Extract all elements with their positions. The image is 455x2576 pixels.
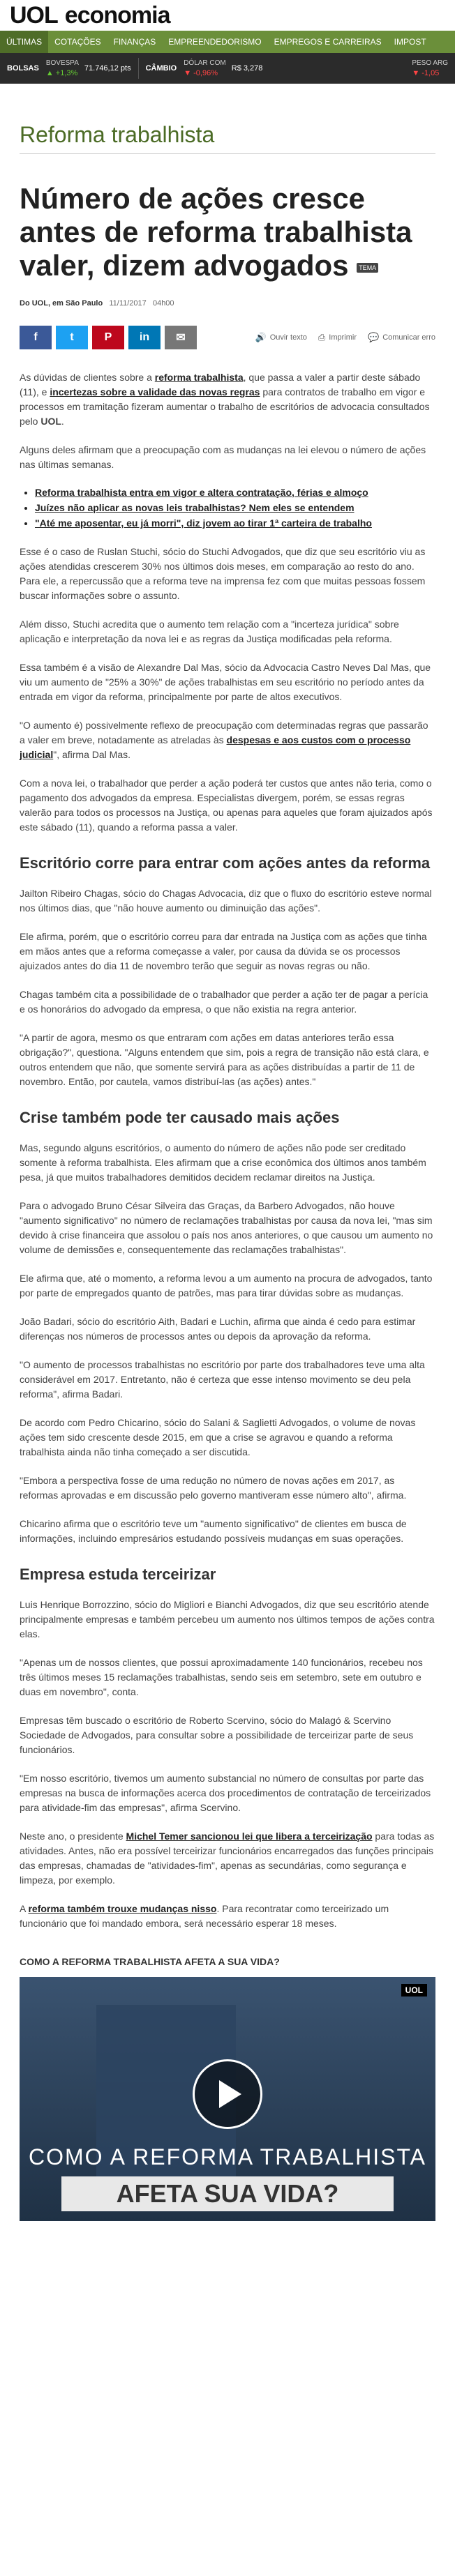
paragraph: A reforma também trouxe mudanças nisso. Para recontratar como terceirizado um funcionário que foi mandado embora, será necessário esperar 18 meses.: [20, 1903, 389, 1929]
paragraph: Chagas também cita a possibilidade de o trabalhador que perder a ação ter de pagar a perícia e os honorários do advogado da empresa, o que não existia na regra anterior.: [20, 989, 428, 1015]
paragraph: Com a nova lei, o trabalhador que perder a ação poderá ter custos que antes não teria, como o pagamento dos advogados da empresa. Especialistas divergem, porém, se essas regras valerão para todos os processos na Justiça, ou apenas para aqueles que foram ajuizados após este sábado (11), quando a reforma passa a valer.: [20, 778, 433, 833]
dolar-change: ▼ -0,96%: [184, 69, 218, 77]
paragraph: Para o advogado Bruno César Silveira das Graças, da Barbero Advogados, não houve "aumento significativo" no número de reclamações trabalhistas por causa da nova lei, "mas sim devido à crise financeira que assolou o país nos anos anteriores, o que causou um aumento no volume de demissões e, consequentemente das reclamações trabalhistas".: [20, 1200, 433, 1255]
subheading: Empresa estuda terceirizar: [20, 1566, 216, 1583]
ticker-label-bolsas: BOLSAS: [7, 64, 39, 73]
paragraph: Alguns deles afirmam que a preocupação com as mudanças na lei elevou o número de ações nas últimas semanas.: [20, 444, 426, 470]
paragraph: "O aumento é) possivelmente reflexo de preocupação com determinadas regras que passarão a valer em breve, notadamente as atreladas às despesas e aos custos com o processo judicial", afirma Dal Mas.: [20, 720, 428, 760]
main-nav: [0, 31, 455, 53]
economia-logo[interactable]: economia: [64, 1, 170, 29]
paragraph: Além disso, Stuchi acredita que o aumento tem relação com a "incerteza jurídica" sobre aplicação e interpretação da nova lei e as regras da Justiça modificadas pela reforma.: [20, 619, 399, 644]
linkedin-share-button[interactable]: in: [128, 326, 161, 349]
byline-time: 04h00: [152, 299, 174, 308]
paragraph: Chicarino afirma que o escritório teve um "aumento significativo" de clientes em busca de informações, incluindo empresários estudando possíveis mudanças em suas operações.: [20, 1518, 407, 1544]
nav-item-empreendedorismo[interactable]: EMPREENDEDORISMO: [168, 37, 262, 47]
paragraph: "O aumento de processos trabalhistas no escritório por parte dos trabalhadores teve uma alta considerável em 2017. Entretanto, não é certeza que esse intenso movimento se deu pela reforma", afirma Badari.: [20, 1359, 425, 1400]
listen-button[interactable]: 🔊 Ouvir texto: [255, 332, 307, 342]
paragraph: "Embora a perspectiva fosse de uma redução no número de novas ações em 2017, as reformas aprovadas e em discussão pelo governo mantiveram esse número alto", afirma.: [20, 1475, 407, 1501]
dolar-name: DÓLAR COM: [184, 59, 226, 67]
paragraph: Essa também é a visão de Alexandre Dal Mas, sócio da Advocacia Castro Neves Dal Mas, que viu um aumento de "25% a 30%" de ações trabalhistas em seu escritório no período antes da entrada em vigor da reforma, principalmente por parte de altos executivos.: [20, 662, 431, 702]
bovespa-value: 71.746,12 pts: [84, 64, 131, 73]
article-title: Número de ações cresce antes de reforma trabalhista valer, dizem advogados TEMA: [20, 182, 412, 282]
link-despesas-custos[interactable]: despesas e aos custos com o processo judicial: [20, 734, 411, 760]
paragraph: De acordo com Pedro Chicarino, sócio do Salani & Saglietti Advogados, o volume de novas ações tem sido crescente desde 2015, em que a crise se agravou e quando a reforma trabalhista ainda não tinha começado a ser discutida.: [20, 1417, 416, 1457]
article: [0, 182, 455, 2221]
link-incertezas[interactable]: incertezas sobre a validade das novas regras: [50, 386, 260, 397]
pinterest-share-button[interactable]: P: [92, 326, 124, 349]
twitter-share-button[interactable]: t: [56, 326, 88, 349]
byline-source: Do UOL, em São Paulo: [20, 299, 103, 308]
subheading: Escritório corre para entrar com ações antes da reforma: [20, 854, 431, 872]
report-error-button[interactable]: 💬 Comunicar erro: [368, 332, 435, 342]
market-ticker: [0, 53, 455, 84]
paragraph: "A partir de agora, mesmo os que entraram com ações em datas anteriores terão essa obrigação?", questiona. "Alguns entendem que sim, pois a regra de transição não está clara, e outros entendem que não, que somente servirá para as ações distribuídas a partir de 11 de novembro. Então, por cautela, vamos distribuí-las (as ações) antes.": [20, 1032, 429, 1087]
share-bar: [20, 326, 435, 349]
uol-logo[interactable]: UOL: [10, 1, 58, 29]
video-player[interactable]: [20, 1977, 435, 2221]
paragraph: "Apenas um de nossos clientes, que possui aproximadamente 140 funcionários, recebeu nos três últimos meses 15 reclamações trabalhistas, sendo seis em setembro, sete em outubro e duas em novembro", conta.: [20, 1657, 423, 1697]
ticker-label-cambio: CÂMBIO: [145, 64, 177, 73]
video-heading: COMO A REFORMA TRABALHISTA AFETA A SUA VIDA?: [20, 1956, 280, 1967]
nav-item-empregos[interactable]: EMPREGOS E CARREIRAS: [274, 37, 382, 47]
paragraph: Neste ano, o presidente Michel Temer sancionou lei que libera a terceirização para todas as atividades. Antes, não era possível terceirizar funcionários encarregados das funções principais das empresas, chamadas de "atividades-fim", apenas as secundárias, como segurança e limpeza, por exemplo.: [20, 1831, 435, 1886]
peso-change: ▼ -1,05: [412, 69, 440, 77]
nav-item-financas[interactable]: FINANÇAS: [113, 37, 156, 47]
section-header: [20, 122, 435, 154]
paragraph: Esse é o caso de Ruslan Stuchi, sócio do Stuchi Advogados, que diz que seu escritório viu as ações atendidas crescerem 30% nos últimos dois meses, em comparação ao resto do ano. Para ele, a repercussão que a reforma teve na imprensa fez com que muitas pessoas fossem buscar informações sobre o assunto.: [20, 546, 426, 601]
ticker-peso[interactable]: [405, 53, 455, 84]
top-header: [0, 0, 455, 31]
link-terceirizacao[interactable]: Michel Temer sancionou lei que libera a terceirização: [126, 1831, 373, 1842]
play-icon[interactable]: [193, 2059, 262, 2129]
ticker-cambio[interactable]: [139, 53, 270, 84]
print-button[interactable]: ⎙ Imprimir: [318, 332, 357, 342]
nav-item-ultimas[interactable]: ÚLTIMAS: [0, 31, 48, 53]
byline-date: 11/11/2017: [109, 299, 147, 308]
paragraph: Ele afirma que, até o momento, a reforma levou a um aumento na procura de advogados, tanto por parte de empregados quanto de patrões, mas para tirar dúvidas sobre as mudanças.: [20, 1273, 433, 1298]
paragraph: Ele afirma, porém, que o escritório correu para dar entrada na Justiça com as ações que tinha em mãos antes que a reforma começasse a valer, por causa da dúvida se os processos ajuizados antes do dia 11 de novembro terão que seguir as novas regras ou não.: [20, 931, 427, 971]
speaker-icon: 🔊: [255, 332, 267, 342]
bovespa-name: BOVESPA: [45, 59, 79, 67]
nav-item-cotacoes[interactable]: COTAÇÕES: [54, 37, 101, 47]
paragraph: Luis Henrique Borrozzino, sócio do Migliori e Bianchi Advogados, diz que seu escritório atende principalmente empresas e também percebeu um aumento nos últimos tempos de ações contra elas.: [20, 1599, 435, 1639]
subheading: Crise também pode ter causado mais ações: [20, 1109, 340, 1126]
paragraph: João Badari, sócio do escritório Aith, Badari e Luchin, afirma que ainda é cedo para estimar diferenças nos números de processos antes ou depois da aprovação da reforma.: [20, 1316, 416, 1342]
paragraph: "Em nosso escritório, tivemos um aumento substancial no número de consultas por parte das empresas na busca de informações acerca dos procedimentos de contratação de terceirizados para atividade-fim das empresas", afirma Scervino.: [20, 1773, 431, 1813]
link-mudancas[interactable]: reforma também trouxe mudanças nisso: [28, 1903, 217, 1914]
byline: [20, 299, 435, 308]
link-reforma-trabalhista[interactable]: reforma trabalhista: [154, 372, 244, 383]
nav-item-impostos[interactable]: IMPOST: [394, 37, 426, 47]
video-caption-line2: AFETA SUA VIDA?: [61, 2176, 394, 2211]
comment-icon: 💬: [368, 332, 380, 342]
paragraph: As dúvidas de clientes sobre a reforma trabalhista, que passa a valer a partir deste sábado (11), e incertezas sobre a validade das novas regras para contratos de trabalho em vigor e processos em tramitação fizeram aumentar o trabalho de escritórios de advocacia consultados pelo UOL.: [20, 372, 430, 427]
dolar-value: R$ 3,278: [231, 64, 263, 73]
peso-name: PESO ARG: [412, 59, 448, 67]
email-share-button[interactable]: ✉: [165, 326, 197, 349]
related-link[interactable]: • Juízes não aplicar as novas leis trabalhistas? Nem eles se entendem: [35, 500, 435, 515]
ticker-bolsas[interactable]: [0, 53, 138, 84]
related-links: [20, 485, 435, 531]
printer-icon: ⎙: [318, 332, 326, 342]
related-link[interactable]: • "Até me aposentar, eu já morri", diz jovem ao tirar 1ª carteira de trabalho: [35, 515, 435, 531]
uol-video-bug: UOL: [401, 1984, 427, 1997]
section-title[interactable]: Reforma trabalhista: [20, 122, 215, 147]
related-link[interactable]: • Reforma trabalhista entra em vigor e altera contratação, férias e almoço: [35, 485, 435, 500]
bovespa-change: ▲ +1,3%: [45, 69, 78, 77]
paragraph: Mas, segundo alguns escritórios, o aumento do número de ações não pode ser creditado somente à reforma trabalhista. Eles afirmam que a crise econômica dos últimos anos também pesa, já que muitos trabalhadores demitidos decidem reclamar direitos na Justiça.: [20, 1142, 426, 1183]
paragraph: Jailton Ribeiro Chagas, sócio do Chagas Advocacia, diz que o fluxo do escritório esteve normal nos últimos dias, que "não houve aumento ou diminuição das ações".: [20, 888, 432, 914]
paragraph: Empresas têm buscado o escritório de Roberto Scervino, sócio do Malagó & Scervino Sociedade de Advogados, para consultar sobre a possibilidade de terceirizar parte de seus funcionários.: [20, 1715, 414, 1755]
topic-badge[interactable]: TEMA: [357, 263, 378, 273]
facebook-share-button[interactable]: f: [20, 326, 52, 349]
video-caption-line1: COMO A REFORMA TRABALHISTA: [28, 2144, 427, 2169]
